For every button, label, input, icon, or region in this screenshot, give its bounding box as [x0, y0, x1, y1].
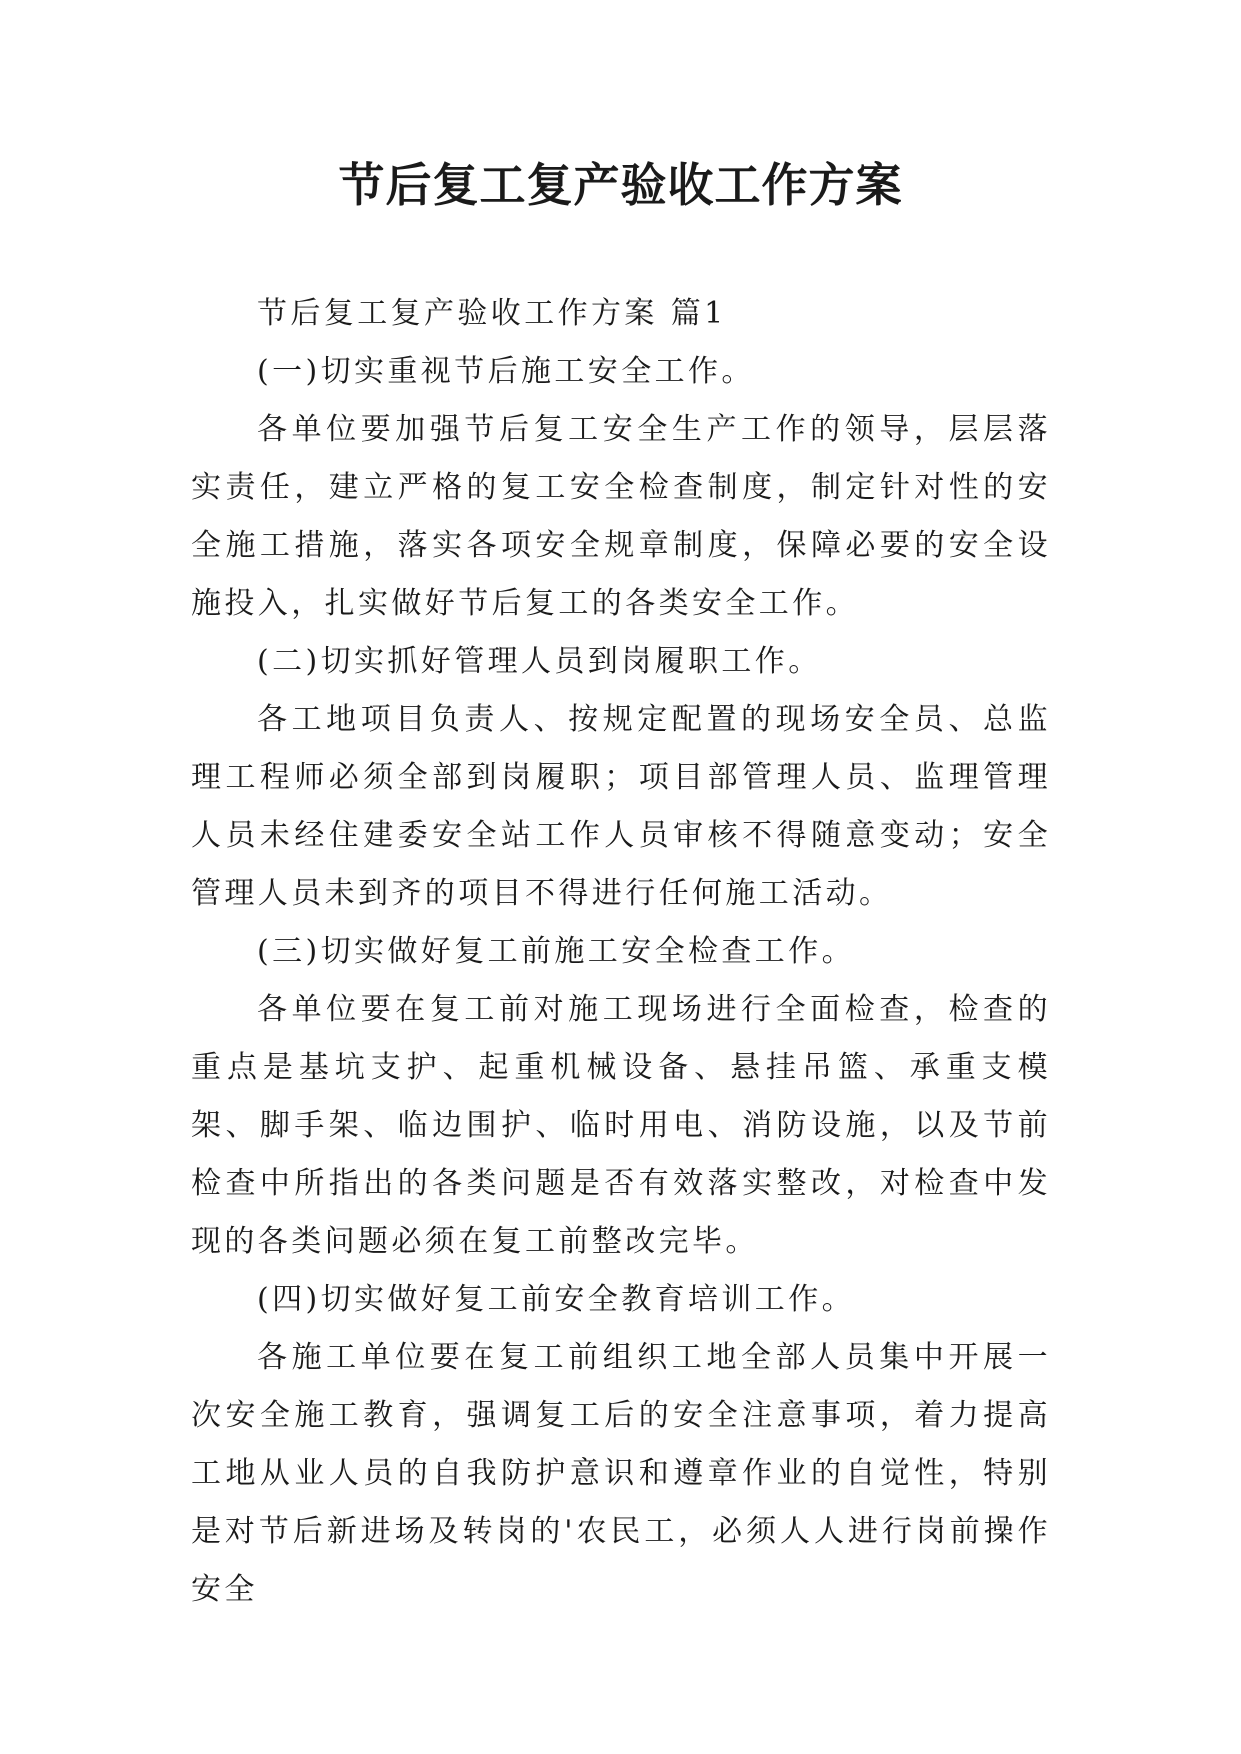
- paragraph-item-4-heading: (四)切实做好复工前安全教育培训工作。: [257, 1282, 856, 1317]
- document-title: 节后复工复产验收工作方案: [338, 158, 903, 212]
- paragraph-item-4-body: 各施工单位要在复工前组织工地全部人员集中开展一次安全施工教育，强调复工后的安全注意事项，着力提高工地从业人员的自我防护意识和遵章作业的自觉性，特别是对节后新进场及转岗的'农民工，必须人人进行岗前操作安全: [191, 1340, 1051, 1607]
- paragraph-item-1-heading: (一)切实重视节后施工安全工作。: [257, 354, 755, 389]
- paragraph-item-2-body: 各工地项目负责人、按规定配置的现场安全员、总监理工程师必须全部到岗履职；项目部管理人员、监理管理人员未经住建委安全站工作人员审核不得随意变动；安全管理人员未到齐的项目不得进行任何施工活动。: [191, 702, 1051, 911]
- paragraph-item-1-body: 各单位要加强节后复工安全生产工作的领导，层层落实责任，建立严格的复工安全检查制度，制定针对性的安全施工措施，落实各项安全规章制度，保障必要的安全设施投入，扎实做好节后复工的各类安全工作。: [191, 412, 1051, 621]
- paragraph-item-3-body: 各单位要在复工前对施工现场进行全面检查，检查的重点是基坑支护、起重机械设备、悬挂吊篮、承重支模架、脚手架、临边围护、临时用电、消防设施，以及节前检查中所指出的各类问题是否有效落实整改，对检查中发现的各类问题必须在复工前整改完毕。: [191, 992, 1051, 1259]
- paragraph-item-2-heading: (二)切实抓好管理人员到岗履职工作。: [257, 644, 822, 679]
- paragraph-item-3-heading: (三)切实做好复工前施工安全检查工作。: [257, 934, 856, 969]
- paragraph-section-heading: 节后复工复产验收工作方案 篇1: [257, 296, 727, 331]
- document-body: [191, 285, 1051, 1619]
